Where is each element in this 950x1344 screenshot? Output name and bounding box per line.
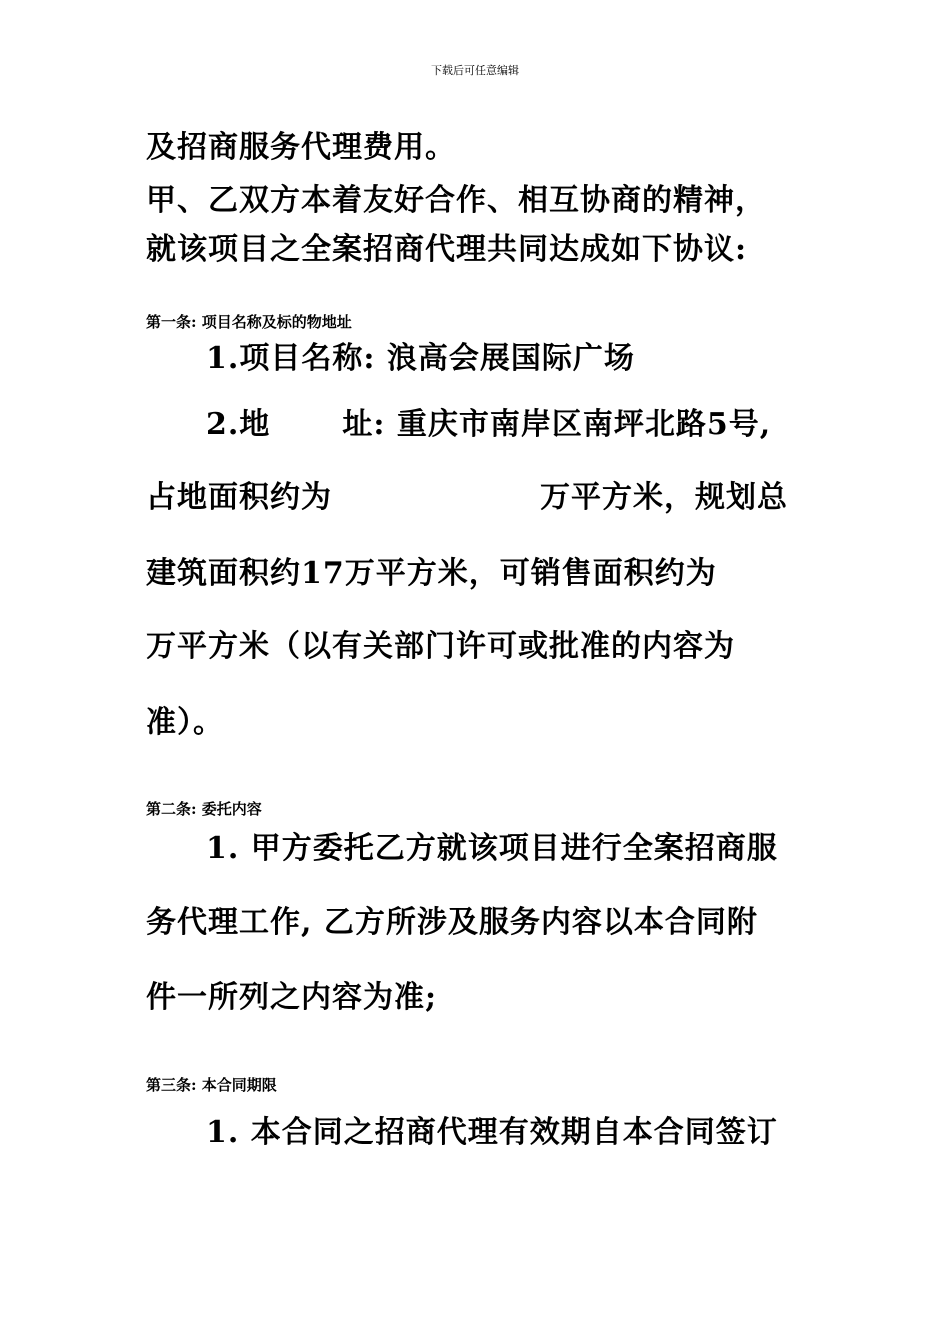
article-2-line-3: 件一所列之内容为准; [146,980,438,1015]
article-1-heading: 第一条: 项目名称及标的物地址 [146,313,352,331]
article-1-item-1: 1.项目名称: 浪高会展国际广场 [206,341,635,376]
build-area-line: 建筑面积约17万平方米，可销售面积约为 [146,556,717,591]
area-line [146,481,788,515]
address-label-b: 址: 重庆市南岸区南坪北路5号, [342,407,772,442]
article-2-heading: 第二条: 委托内容 [146,800,262,818]
intro-line-1: 及招商服务代理费用。 [146,130,456,165]
area-text-b: 万平方米，规划总 [540,480,788,515]
article-3-line-1: 1. 本合同之招商代理有效期自本合同签订 [206,1115,778,1150]
units-line: 万平方米（以有关部门许可或批准的内容为 [146,629,735,664]
page-header: 下载后可任意编辑 [431,64,519,77]
intro-line-3: 就该项目之全案招商代理共同达成如下协议: [146,232,748,267]
address-label-a: 2.地 [206,407,271,442]
article-2-line-1: 1. 甲方委托乙方就该项目进行全案招商服 [206,831,778,866]
area-text-a: 占地面积约为 [146,480,332,515]
article-3-heading: 第三条: 本合同期限 [146,1076,277,1094]
end-line: 准）。 [146,705,224,740]
article-2-line-2: 务代理工作, 乙方所涉及服务内容以本合同附 [146,905,758,940]
intro-line-2: 甲、乙双方本着友好合作、相互协商的精神， [146,183,766,218]
article-1-item-2 [206,408,771,442]
